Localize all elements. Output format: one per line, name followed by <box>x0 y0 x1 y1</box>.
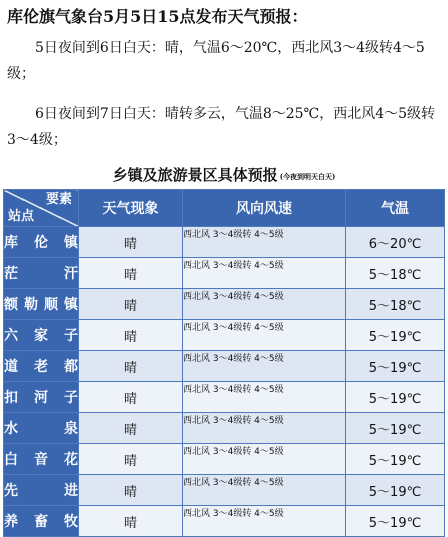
table-row <box>4 413 445 444</box>
station-name: 养畜牧 <box>4 506 79 537</box>
table-row <box>4 258 445 289</box>
weather-cell: 晴 <box>79 227 183 258</box>
station-name: 扣河子 <box>4 382 79 413</box>
station-name: 道老都 <box>4 351 79 382</box>
table-corner-header <box>4 190 79 227</box>
wind-cell: 西北风 3～4级转 4～5级 <box>183 227 346 258</box>
weather-cell: 晴 <box>79 475 183 506</box>
station-name: 六家子 <box>4 320 79 351</box>
wind-cell: 西北风 3～4级转 4～5级 <box>183 258 346 289</box>
wind-cell: 西北风 3～4级转 4～5级 <box>183 506 346 537</box>
weather-cell: 晴 <box>79 351 183 382</box>
table-row <box>4 506 445 537</box>
temperature-cell: 5～19℃ <box>346 475 445 506</box>
section-title <box>0 165 448 187</box>
temperature-cell: 5～19℃ <box>346 351 445 382</box>
wind-cell: 西北风 3～4级转 4～5级 <box>183 444 346 475</box>
weather-cell: 晴 <box>79 258 183 289</box>
weather-cell: 晴 <box>79 289 183 320</box>
header-wind: 风向风速 <box>183 190 346 227</box>
corner-label-stations: 站点 <box>8 209 35 224</box>
table-row <box>4 227 445 258</box>
wind-cell: 西北风 3～4级转 4～5级 <box>183 289 346 320</box>
weather-cell: 晴 <box>79 382 183 413</box>
section-title-text: 乡镇及旅游景区具体预报 <box>112 166 278 184</box>
temperature-cell: 6～20℃ <box>346 227 445 258</box>
table-row <box>4 289 445 320</box>
wind-cell: 西北风 3～4级转 4～5级 <box>183 351 346 382</box>
temperature-cell: 5～19℃ <box>346 382 445 413</box>
station-name: 库伦镇 <box>4 227 79 258</box>
weather-cell: 晴 <box>79 320 183 351</box>
temperature-cell: 5～18℃ <box>346 289 445 320</box>
table-row <box>4 320 445 351</box>
temperature-cell: 5～19℃ <box>346 320 445 351</box>
weather-cell: 晴 <box>79 444 183 475</box>
station-name: 额勒顺镇 <box>4 289 79 320</box>
weather-cell: 晴 <box>79 413 183 444</box>
wind-cell: 西北风 3～4级转 4～5级 <box>183 382 346 413</box>
header-weather: 天气现象 <box>79 190 183 227</box>
corner-label-elements: 要素 <box>45 192 72 207</box>
forecast-headline: 库伦旗气象台5月5日15点发布天气预报： <box>7 7 308 26</box>
wind-cell: 西北风 3～4级转 4～5级 <box>183 475 346 506</box>
station-name: 茫汗 <box>4 258 79 289</box>
table-row <box>4 351 445 382</box>
forecast-paragraph-day1: 5日夜间到6日白天：晴，气温6～20℃，西北风3～4级转4～5级； <box>7 40 425 82</box>
table-row <box>4 444 445 475</box>
temperature-cell: 5～19℃ <box>346 506 445 537</box>
temperature-cell: 5～19℃ <box>346 413 445 444</box>
weather-cell: 晴 <box>79 506 183 537</box>
header-temperature: 气温 <box>346 190 445 227</box>
forecast-table <box>3 189 445 537</box>
station-name: 先进 <box>4 475 79 506</box>
table-header-row <box>4 190 445 227</box>
forecast-paragraph-day2: 6日夜间到7日白天：晴转多云，气温8～25℃，西北风4～5级转3～4级； <box>7 106 436 148</box>
table-row <box>4 475 445 506</box>
temperature-cell: 5～18℃ <box>346 258 445 289</box>
wind-cell: 西北风 3～4级转 4～5级 <box>183 320 346 351</box>
section-subtitle: (今夜到明天白天) <box>279 172 336 181</box>
wind-cell: 西北风 3～4级转 4～5级 <box>183 413 346 444</box>
station-name: 水泉 <box>4 413 79 444</box>
table-row <box>4 382 445 413</box>
station-name: 白音花 <box>4 444 79 475</box>
temperature-cell: 5～19℃ <box>346 444 445 475</box>
